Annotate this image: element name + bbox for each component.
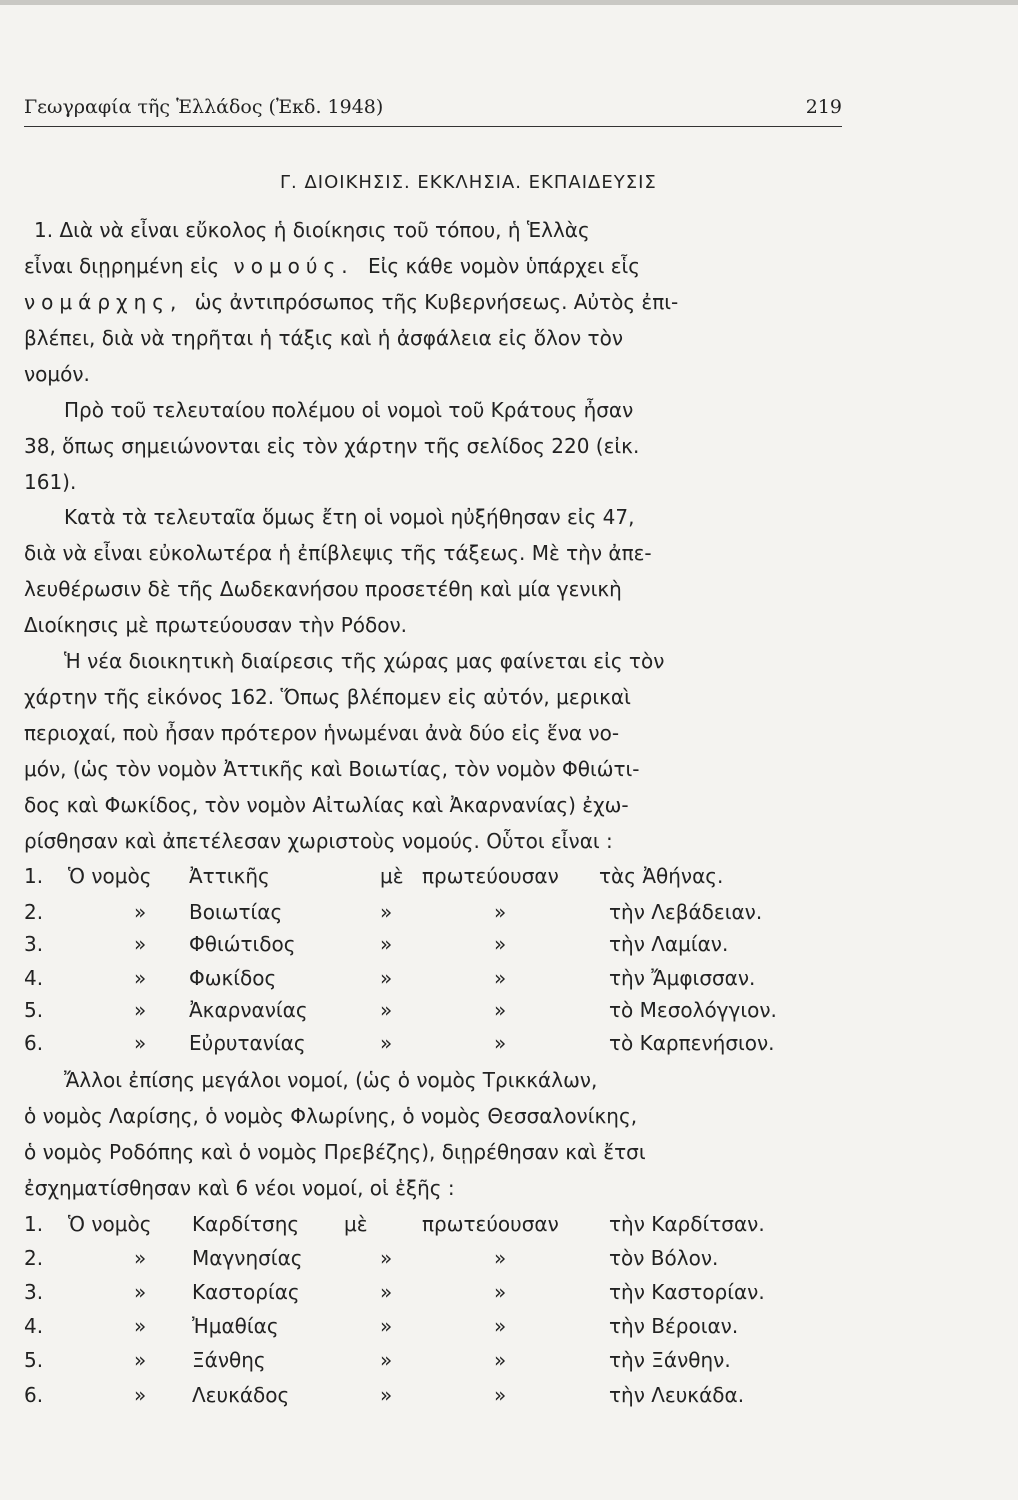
column-marker: » [380, 1314, 393, 1338]
capital-name: τὸν Βόλον. [609, 1246, 719, 1270]
row-prefix: » [134, 932, 147, 956]
paragraph-4-line-4: μόν, (ὡς τὸν νομὸν Ἀττικῆς καὶ Βοιωτίας, τὸν νομὸν Φθιώτι- [24, 757, 640, 781]
row-number: 1. [24, 864, 44, 888]
column-marker: » [494, 1280, 507, 1304]
column-marker: μὲ [344, 1212, 368, 1236]
paragraph-2-line-1: Πρὸ τοῦ τελευταίου πολέμου οἱ νομοὶ τοῦ Κράτους ἦσαν [64, 398, 634, 422]
column-marker: » [494, 1314, 507, 1338]
row-number: 6. [24, 1031, 44, 1055]
page-top-edge [0, 0, 1018, 5]
row-prefix: » [134, 1246, 147, 1270]
column-marker: » [380, 1280, 393, 1304]
column-marker: » [380, 1031, 393, 1055]
capital-name: τὰς Ἀθήνας. [599, 864, 724, 888]
row-prefix: Ὁ νομὸς [68, 864, 152, 888]
column-marker: » [380, 966, 393, 990]
paragraph-1-line-1: 1. Διὰ νὰ εἶναι εὔκολος ἡ διοίκησις τοῦ τόπου, ἡ Ἑλλὰς [34, 218, 590, 242]
paragraph-3-line-2: διὰ νὰ εἶναι εὐκολωτέρα ἡ ἐπίβλεψις τῆς τάξεως. Μὲ τὴν ἀπε- [24, 541, 652, 565]
row-number: 1. [24, 1212, 44, 1236]
paragraph-5-line-1: Ἄλλοι ἐπίσης μεγάλοι νομοί, (ὡς ὁ νομὸς Τρικκάλων, [64, 1068, 598, 1092]
row-number: 2. [24, 1246, 44, 1270]
column-marker: » [494, 900, 507, 924]
prefecture-name: Καρδίτσης [192, 1212, 300, 1236]
column-marker: » [380, 932, 393, 956]
column-marker: » [494, 998, 507, 1022]
prefecture-name: Εὐρυτανίας [189, 1031, 306, 1055]
paragraph-4-line-2: χάρτην τῆς εἰκόνος 162. Ὅπως βλέπομεν εἰς αὐτόν, μερικαὶ [24, 685, 631, 709]
column-marker: πρωτεύουσαν [422, 1212, 559, 1236]
paragraph-5-line-2: ὁ νομὸς Λαρίσης, ὁ νομὸς Φλωρίνης, ὁ νομὸς Θεσσαλονίκης, [24, 1104, 638, 1128]
row-number: 2. [24, 900, 44, 924]
column-marker: » [494, 932, 507, 956]
row-number: 3. [24, 932, 44, 956]
capital-name: τὸ Καρπενήσιον. [609, 1031, 775, 1055]
prefecture-name: Λευκάδος [192, 1383, 290, 1407]
row-prefix: » [134, 900, 147, 924]
text-run: ὡς ἀντιπρόσωπος τῆς Κυβερνήσεως. Αὐτὸς ἐπι- [194, 290, 679, 314]
prefecture-name: Ἠμαθίας [192, 1314, 279, 1338]
paragraph-2-line-2: 38, ὅπως σημειώνονται εἰς τὸν χάρτην τῆς σελίδος 220 (εἰκ. [24, 434, 640, 458]
row-number: 3. [24, 1280, 44, 1304]
header-rule [24, 126, 842, 127]
row-prefix: » [134, 1280, 147, 1304]
column-marker: » [380, 900, 393, 924]
row-prefix: » [134, 1031, 147, 1055]
row-number: 5. [24, 1348, 44, 1372]
page-number: 219 [805, 96, 842, 118]
column-marker: μὲ [380, 864, 404, 888]
running-title: Γεωγραφία τῆς Ἑλλάδος (Ἐκδ. 1948) [24, 96, 384, 118]
paragraph-4-line-3: περιοχαί, ποὺ ἦσαν πρότερον ἡνωμέναι ἀνὰ δύο εἰς ἕνα νο- [24, 721, 620, 745]
paragraph-5-line-3: ὁ νομὸς Ροδόπης καὶ ὁ νομὸς Πρεβέζης), διῃρέθησαν καὶ ἔτσι [24, 1140, 646, 1164]
row-number: 4. [24, 1314, 44, 1338]
column-marker: » [494, 1031, 507, 1055]
paragraph-3-line-1: Κατὰ τὰ τελευταῖα ὅμως ἔτη οἱ νομοὶ ηὐξήθησαν εἰς 47, [64, 505, 635, 529]
column-marker: » [380, 1348, 393, 1372]
column-marker: » [380, 998, 393, 1022]
column-marker: » [380, 1383, 393, 1407]
paragraph-3-line-3: λευθέρωσιν δὲ τῆς Δωδεκανήσου προσετέθη καὶ μία γενικὴ [24, 577, 622, 601]
column-marker: πρωτεύουσαν [422, 864, 559, 888]
paragraph-1-line-5: νομόν. [24, 362, 90, 386]
paragraph-5-line-4: ἐσχηματίσθησαν καὶ 6 νέοι νομοί, οἱ ἑξῆς : [24, 1176, 455, 1200]
capital-name: τὴν Ἄμφισσαν. [609, 966, 756, 990]
paragraph-1-line-4: βλέπει, διὰ νὰ τηρῆται ἡ τάξις καὶ ἡ ἀσφάλεια εἰς ὅλον τὸν [24, 326, 623, 350]
row-prefix: » [134, 1348, 147, 1372]
column-marker: » [494, 1383, 507, 1407]
paragraph-1-line-3 [24, 290, 678, 314]
prefecture-name: Μαγνησίας [192, 1246, 303, 1270]
prefecture-name: Καστορίας [192, 1280, 300, 1304]
paragraph-3-line-4: Διοίκησις μὲ πρωτεύουσαν τὴν Ρόδον. [24, 613, 407, 637]
row-number: 5. [24, 998, 44, 1022]
emphasis-run: νομούς. [233, 254, 354, 278]
row-prefix: » [134, 1383, 147, 1407]
prefecture-name: Βοιωτίας [189, 900, 283, 924]
column-marker: » [494, 966, 507, 990]
capital-name: τὴν Καρδίτσαν. [609, 1212, 765, 1236]
capital-name: τὴν Λαμίαν. [609, 932, 729, 956]
capital-name: τὴν Λευκάδα. [609, 1383, 745, 1407]
column-marker: » [494, 1246, 507, 1270]
row-prefix: Ὁ νομὸς [68, 1212, 152, 1236]
paragraph-4-line-6: ρίσθησαν καὶ ἀπετέλεσαν χωριστοὺς νομούς. Οὗτοι εἶναι : [24, 829, 613, 853]
section-title: Γ. ΔΙΟΙΚΗΣΙΣ. ΕΚΚΛΗΣΙΑ. ΕΚΠΑΙΔΕΥΣΙΣ [280, 172, 657, 193]
row-number: 4. [24, 966, 44, 990]
row-prefix: » [134, 998, 147, 1022]
text-run: Εἰς κάθε νομὸν ὑπάρχει εἷς [367, 254, 641, 278]
row-prefix: » [134, 1314, 147, 1338]
emphasis-run: νομάρχης, [24, 290, 183, 314]
row-number: 6. [24, 1383, 44, 1407]
paragraph-2-line-3: 161). [24, 470, 77, 494]
prefecture-name: Φωκίδος [189, 966, 277, 990]
row-prefix: » [134, 966, 147, 990]
prefecture-name: Φθιώτιδος [189, 932, 296, 956]
capital-name: τὴν Ξάνθην. [609, 1348, 731, 1372]
column-marker: » [380, 1246, 393, 1270]
capital-name: τὴν Λεβάδειαν. [609, 900, 763, 924]
paragraph-4-line-5: δος καὶ Φωκίδος, τὸν νομὸν Αἰτωλίας καὶ Ἀκαρνανίας) ἐχω- [24, 793, 629, 817]
paragraph-4-line-1: Ἡ νέα διοικητικὴ διαίρεσις τῆς χώρας μας φαίνεται εἰς τὸν [64, 649, 665, 673]
prefecture-name: Ἀττικῆς [189, 864, 270, 888]
capital-name: τὸ Μεσολόγγιον. [609, 998, 777, 1022]
paragraph-1-line-2 [24, 254, 640, 278]
text-run: εἶναι διῃρημένη εἰς [24, 254, 220, 278]
capital-name: τὴν Βέροιαν. [609, 1314, 739, 1338]
prefecture-name: Ξάνθης [192, 1348, 266, 1372]
capital-name: τὴν Καστορίαν. [609, 1280, 765, 1304]
prefecture-name: Ἀκαρνανίας [189, 998, 308, 1022]
column-marker: » [494, 1348, 507, 1372]
